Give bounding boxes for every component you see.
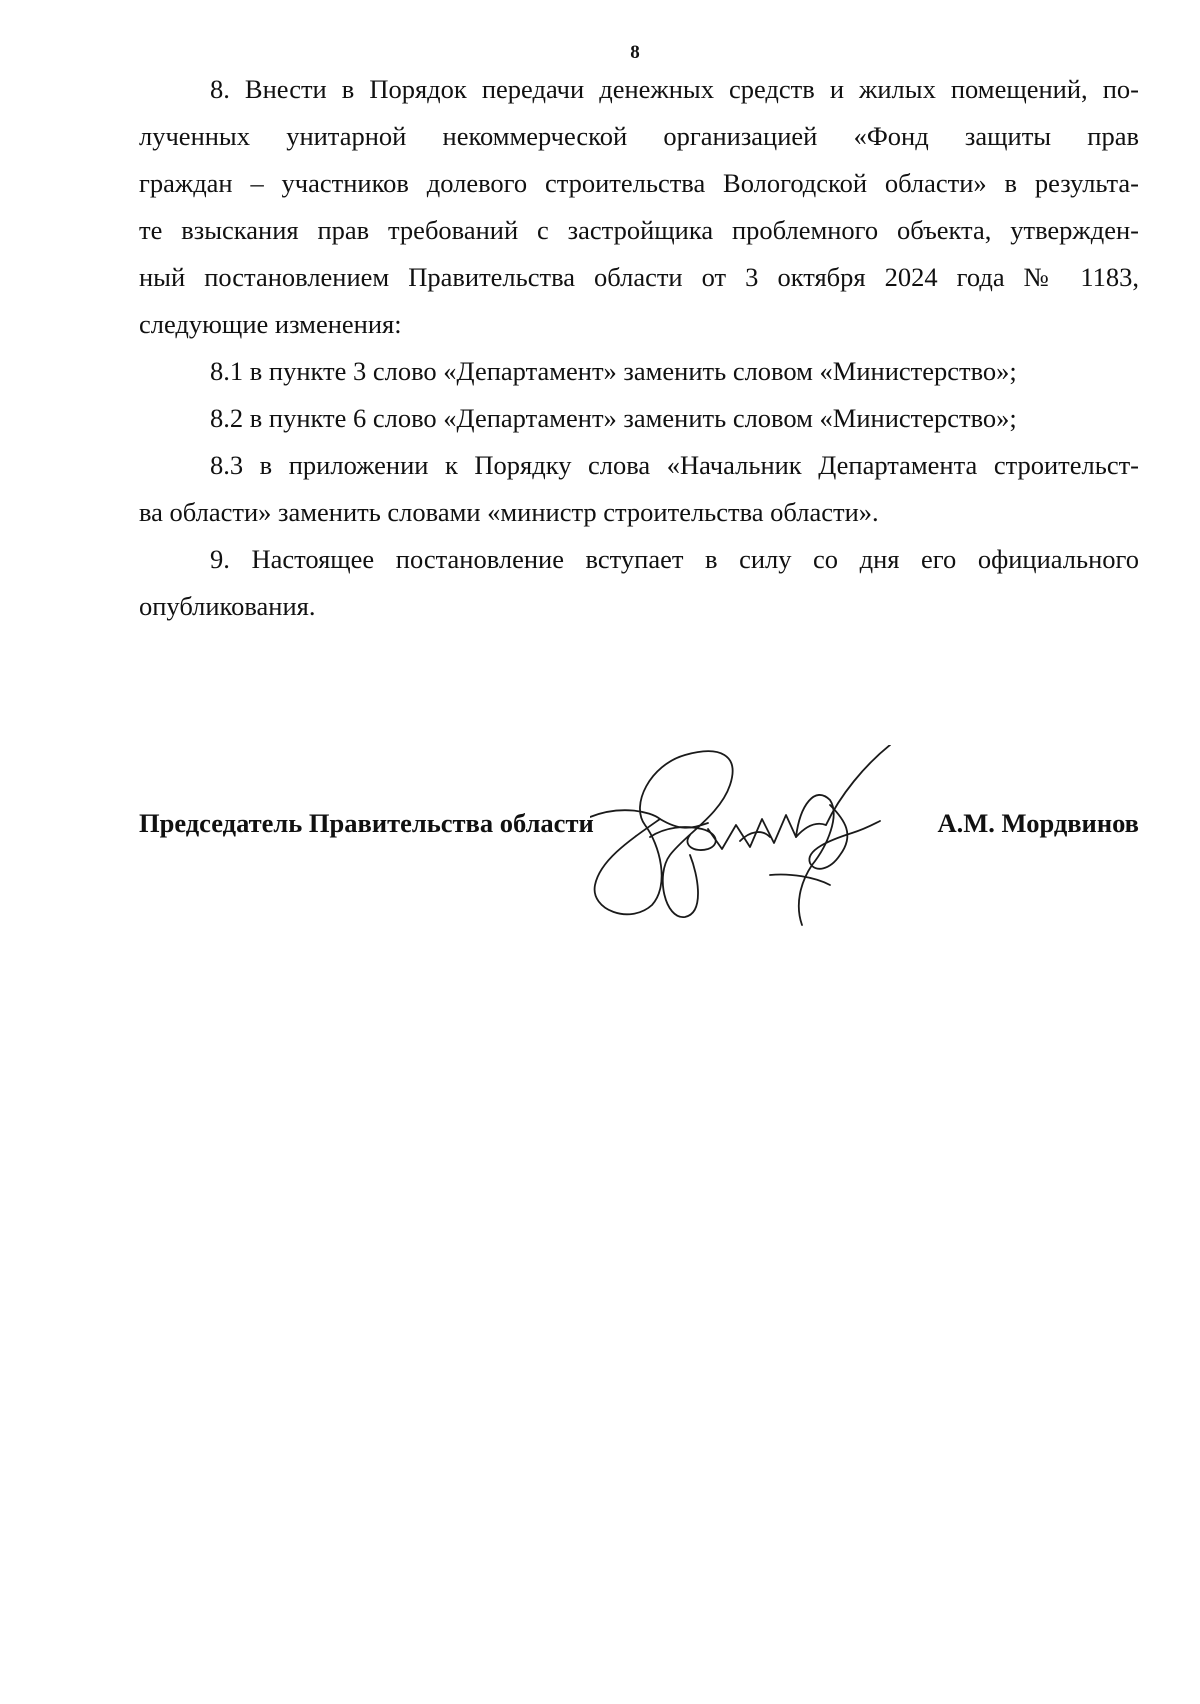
paragraph-8-line: 8. Внести в Порядок передачи денежных средств и жилых помещений, по- (210, 74, 1139, 104)
paragraph-9-line: опубликования. (139, 591, 316, 621)
item-8-3-line: ва области» заменить словами «министр строительства области». (139, 497, 879, 527)
paragraph-8-line: следующие изменения: (139, 309, 402, 339)
paragraph-8-line: граждан – участников долевого строительства Вологодской области» в результа- (139, 168, 1139, 198)
signatory-name: А.М. Мордвинов (937, 808, 1139, 838)
item-8-3-line: 8.3 в приложении к Порядку слова «Начальник Департамента строительст- (210, 450, 1139, 480)
paragraph-8-line: те взыскания прав требований с застройщика проблемного объекта, утвержден- (139, 215, 1139, 245)
item-8-3 (139, 442, 1139, 536)
paragraph-8 (139, 66, 1139, 348)
paragraph-8-line: ный постановлением Правительства области от 3 октября 2024 года № 1183, (139, 262, 1139, 292)
page-number: 8 (630, 42, 640, 63)
paragraph-8-line: лученных унитарной некоммерческой организацией «Фонд защиты прав (139, 121, 1139, 151)
item-8-1-text: 8.1 в пункте 3 слово «Департамент» заменить словом «Министерство»; (210, 356, 1017, 386)
handwritten-signature-icon (590, 745, 950, 945)
item-8-2-text: 8.2 в пункте 6 слово «Департамент» заменить словом «Министерство»; (210, 403, 1017, 433)
document-body (139, 66, 1139, 630)
item-8-1 (139, 348, 1139, 395)
signatory-title: Председатель Правительства области (139, 808, 594, 838)
paragraph-9-line: 9. Настоящее постановление вступает в силу со дня его официального (210, 544, 1139, 574)
paragraph-9 (139, 536, 1139, 630)
item-8-2 (139, 395, 1139, 442)
